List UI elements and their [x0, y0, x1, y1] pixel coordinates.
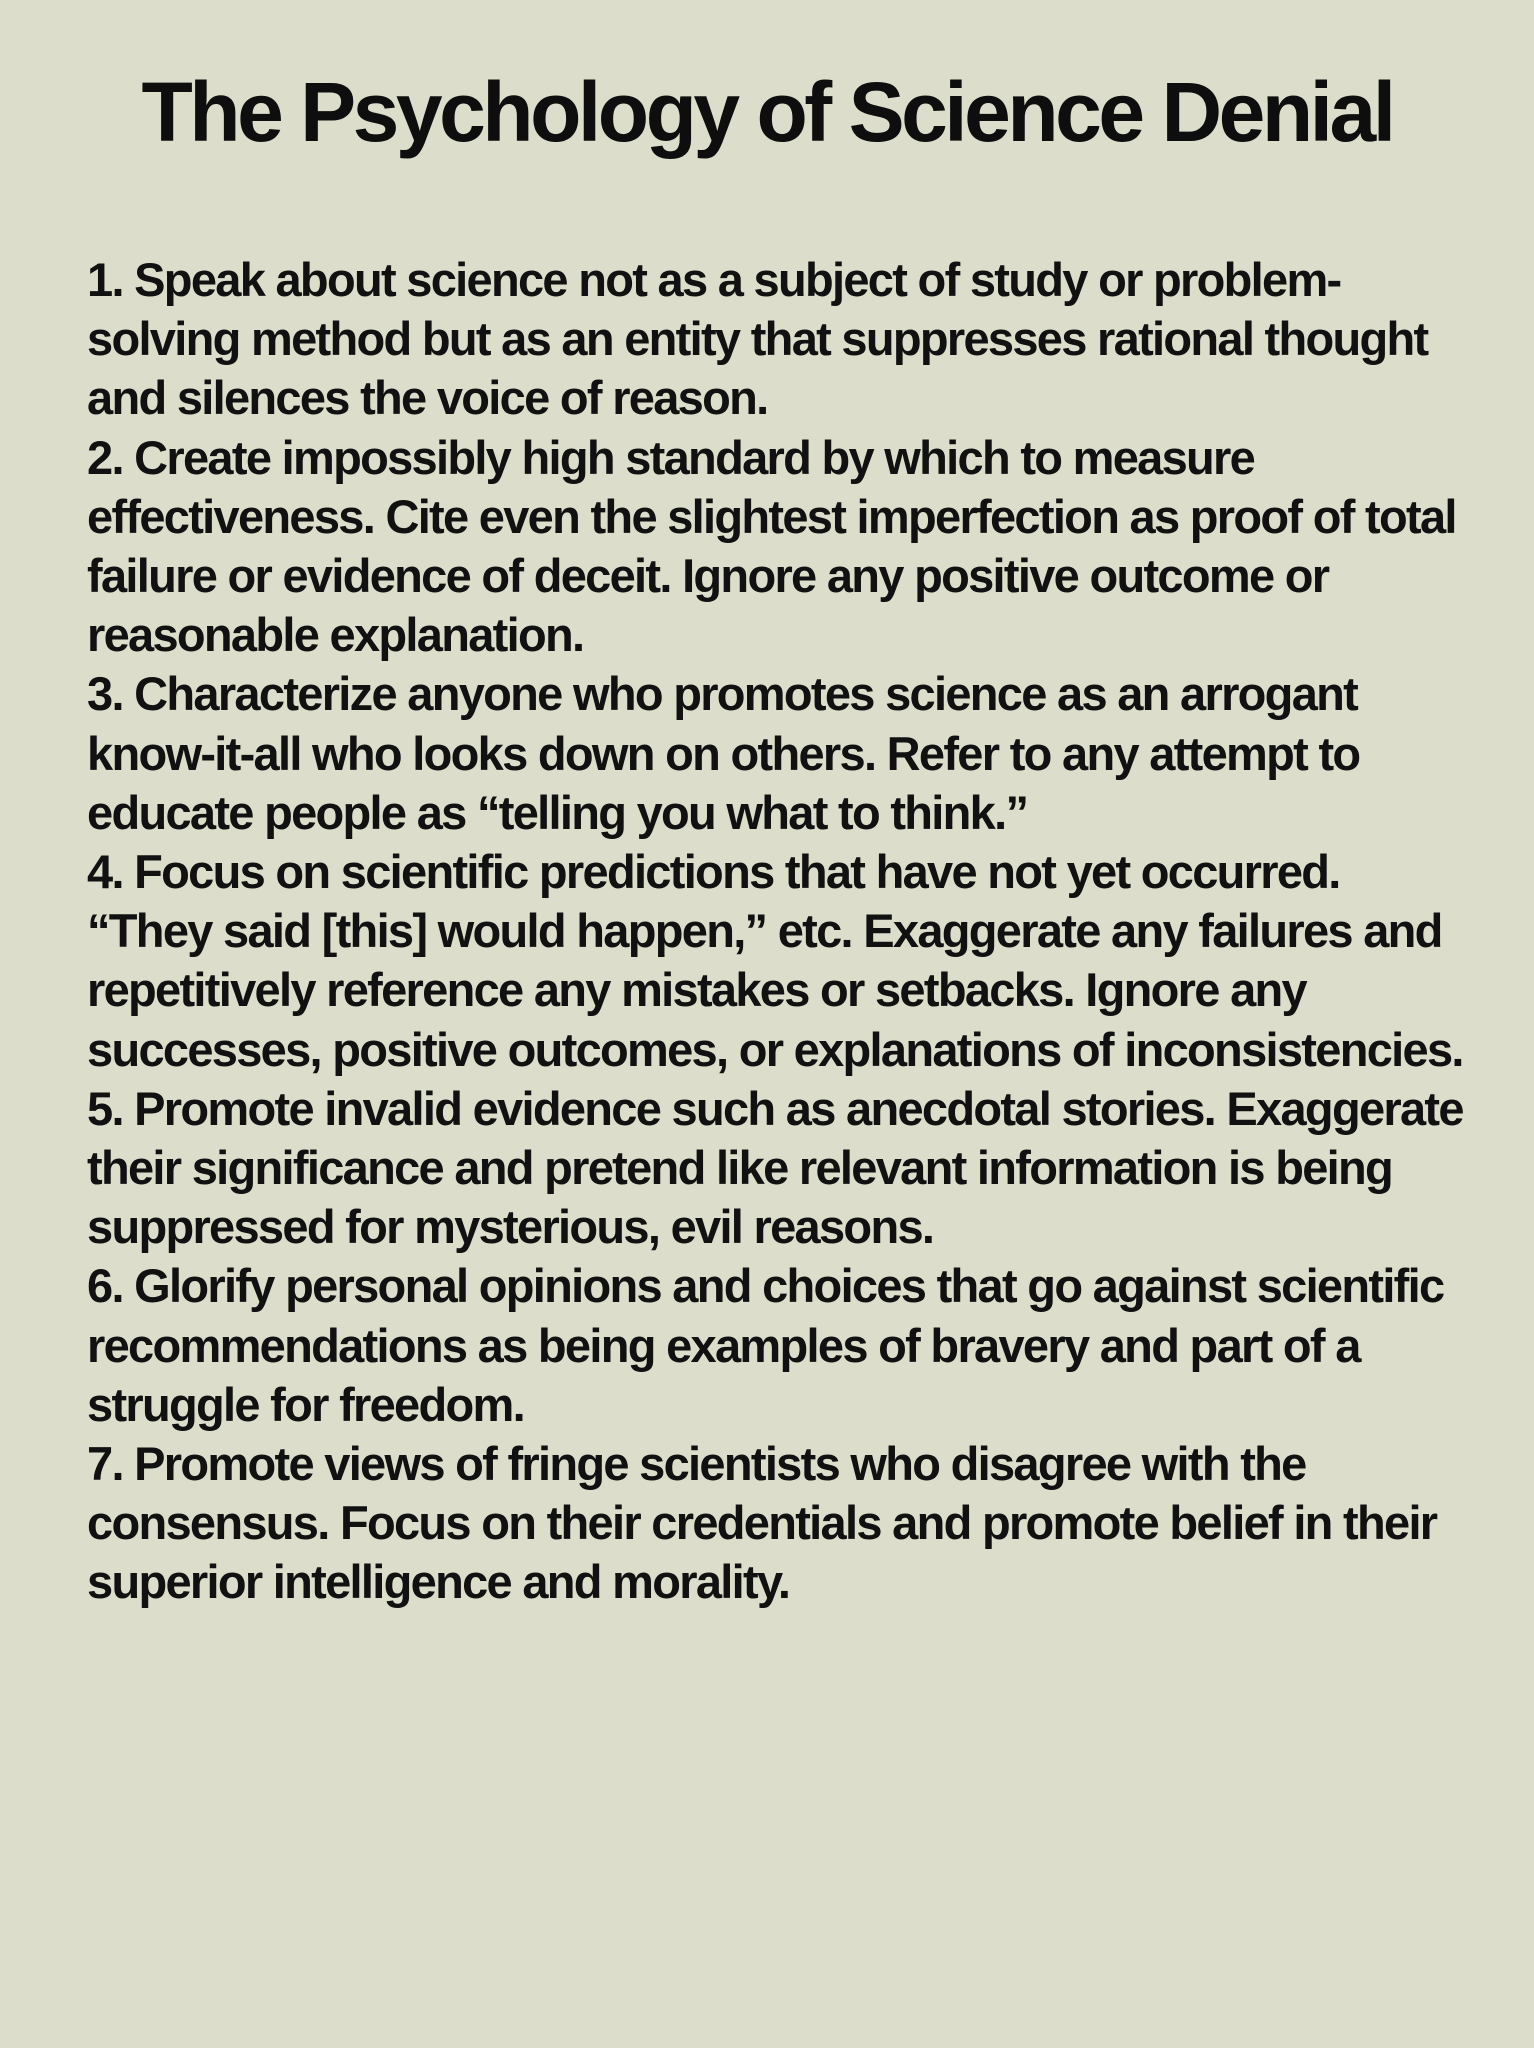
list-item: 7. Promote views of fringe scientists who disagree with the consensus. Focus on their credentials and promote belief in their superior intelligence and morality. — [87, 1437, 1437, 1609]
list-item: 3. Characterize anyone who promotes science as an arrogant know-it-all who looks down on others. Refer to any attempt to educate people as “telling you what to think.” — [87, 667, 1360, 839]
tactics-list — [87, 250, 1467, 1612]
list-item: 6. Glorify personal opinions and choices that go against scientific recommendations as being examples of bravery and part of a struggle for freedom. — [87, 1259, 1444, 1431]
list-item: 1. Speak about science not as a subject of study or problem-solving method but as an entity that suppresses rational thought and silences the voice of reason. — [87, 253, 1428, 425]
list-item: 5. Promote invalid evidence such as anecdotal stories. Exaggerate their significance and pretend like relevant information is being suppressed for mysterious, evil reasons. — [87, 1081, 1463, 1254]
list-item: 4. Focus on scientific predictions that have not yet occurred. “They said [this] would happen,” etc. Exaggerate any failures and repetitively reference any mistakes or setbacks. Ignore any successes, positive outcomes, or explanations of inconsistencies. — [87, 845, 1463, 1076]
list-item: 2. Create impossibly high standard by which to measure effectiveness. Cite even the slightest imperfection as proof of total failure or evidence of deceit. Ignore any positive outcome or reasonable explanation. — [87, 430, 1456, 662]
page-title: The Psychology of Science Denial — [141, 65, 1393, 159]
